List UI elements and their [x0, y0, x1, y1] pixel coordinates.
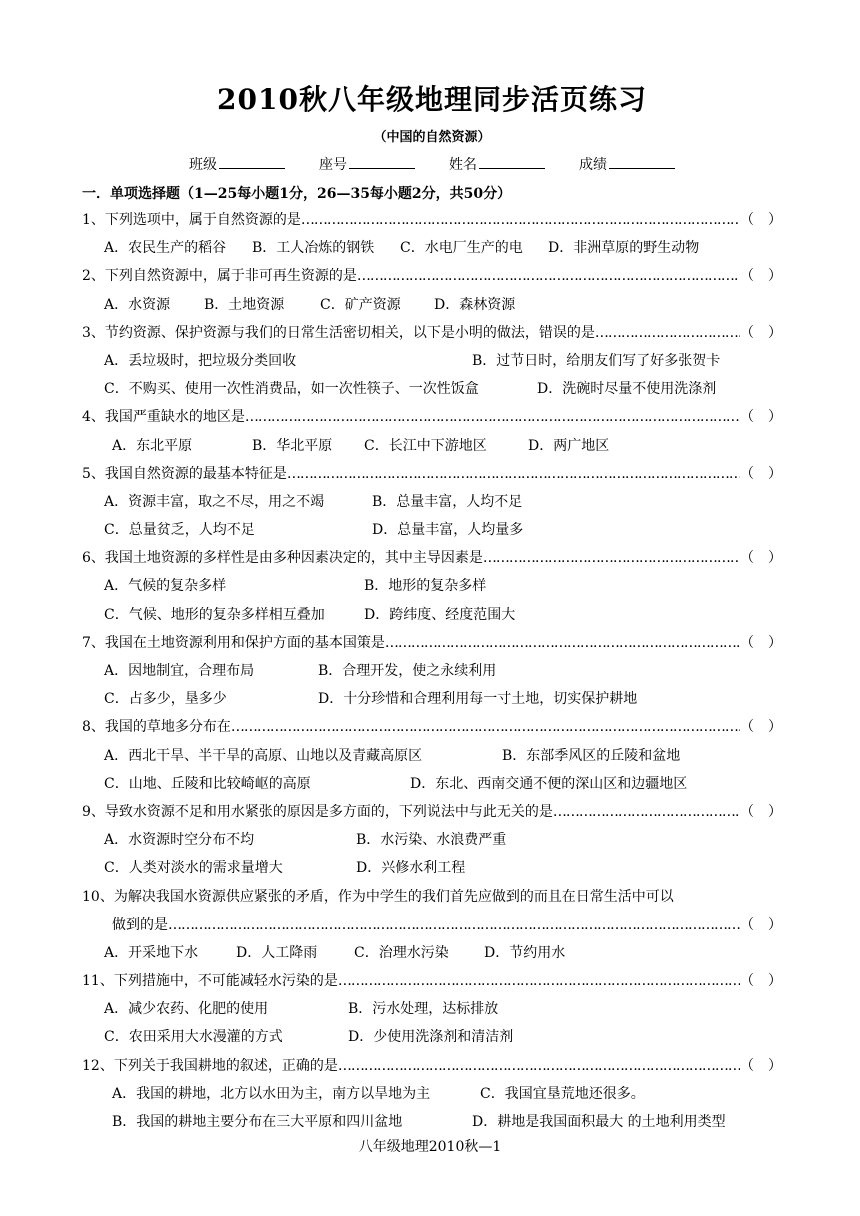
option-row	[82, 685, 782, 713]
option-D[interactable]: D．少使用洗涤剂和清洁剂	[348, 1029, 514, 1046]
option-B[interactable]: D．人工降雨	[236, 944, 318, 961]
paren-close: ）	[768, 1057, 782, 1074]
option-C[interactable]: B．我国的耕地主要分布在三大平原和四川盆地	[112, 1114, 403, 1130]
option-B[interactable]: B．总量丰富，人均不足	[372, 493, 523, 510]
option-row	[82, 1108, 782, 1136]
paren-open: （	[740, 268, 754, 285]
option-B[interactable]: B．华北平原	[252, 437, 333, 454]
answer-parentheses[interactable]	[740, 460, 782, 488]
question-10	[82, 883, 782, 911]
leader-dots	[483, 544, 740, 572]
answer-parentheses[interactable]	[740, 629, 782, 657]
paren-open: （	[740, 973, 754, 990]
paren-open: （	[740, 803, 754, 820]
option-C[interactable]: C．农田采用大水漫灌的方式	[104, 1029, 283, 1046]
option-row	[82, 347, 782, 375]
option-A[interactable]: A．水资源时空分布不均	[104, 832, 255, 849]
option-row	[82, 1023, 782, 1051]
option-A[interactable]: A．因地制宜，合理布局	[104, 663, 255, 679]
answer-parentheses[interactable]	[740, 544, 782, 572]
option-D[interactable]: D．两广地区	[528, 437, 610, 454]
question-stem-cont: 做到的是	[112, 916, 168, 933]
question-stem: 10、为解决我国水资源供应紧张的矛盾，作为中学生的我们首先应做到的而且在日常生活中可以	[82, 888, 674, 905]
section-heading: 一．单项选择题（1—25每小题1分，26—35每小题2分，共50分）	[82, 186, 512, 202]
option-B[interactable]: C．我国宜垦荒地还很多。	[480, 1085, 645, 1102]
leader-dots	[301, 206, 740, 234]
option-row	[82, 995, 782, 1023]
paren-open: （	[740, 916, 754, 933]
option-D[interactable]: D．节约用水	[484, 944, 566, 961]
answer-parentheses[interactable]	[740, 967, 782, 995]
leader-dots	[595, 319, 740, 347]
paren-open: （	[740, 212, 754, 228]
question-6	[82, 544, 782, 572]
option-D[interactable]: D．东北、西南交通不便的深山区和边疆地区	[410, 775, 688, 792]
option-row	[82, 742, 782, 770]
option-row	[82, 601, 782, 629]
option-C[interactable]: C．长江中下游地区	[364, 437, 487, 454]
paren-close: ）	[768, 803, 782, 820]
question-11	[82, 967, 782, 995]
option-D[interactable]: D．洗碗时尽量不使用洗涤剂	[537, 381, 717, 398]
leader-dots	[338, 1052, 740, 1080]
paren-open: （	[740, 719, 754, 736]
option-C[interactable]: C．占多少，垦多少	[104, 691, 227, 708]
option-row	[82, 939, 782, 967]
seat-blank[interactable]	[349, 154, 415, 169]
class-blank[interactable]	[219, 154, 285, 169]
question-stem: 6、我国土地资源的多样性是由多种因素决定的，其中主导因素是	[82, 550, 483, 567]
answer-parentheses[interactable]	[740, 319, 782, 347]
option-A[interactable]: A．我国的耕地，北方以水田为主，南方以旱地为主	[112, 1085, 431, 1102]
paren-open: （	[740, 634, 754, 651]
leader-dots	[231, 713, 740, 741]
leader-dots	[168, 911, 740, 939]
question-stem: 2、下列自然资源中，属于非可再生资源的是	[82, 268, 357, 285]
answer-parentheses[interactable]	[740, 713, 782, 741]
question-list	[82, 206, 782, 1136]
question-9	[82, 798, 782, 826]
paren-close: ）	[768, 634, 782, 651]
question-stem: 11、下列措施中，不可能减轻水污染的是	[82, 973, 338, 990]
question-stem: 7、我国在土地资源利用和保护方面的基本国策是	[82, 634, 385, 651]
paren-close: ）	[768, 465, 782, 482]
paren-open: （	[740, 550, 754, 567]
paren-close: ）	[768, 268, 782, 285]
question-stem: 8、我国的草地多分布在	[82, 719, 231, 736]
question-8	[82, 713, 782, 741]
question-continuation	[82, 911, 782, 939]
paren-close: ）	[768, 973, 782, 990]
leader-dots	[245, 403, 740, 431]
paren-open: （	[740, 324, 754, 341]
option-A[interactable]: A．减少农药、化肥的使用	[104, 1001, 269, 1018]
class-field: 班级	[189, 154, 285, 176]
option-D[interactable]: D．总量丰富，人均量多	[372, 522, 524, 539]
question-2	[82, 262, 782, 290]
paren-close: ）	[768, 409, 782, 426]
question-3	[82, 319, 782, 347]
name-field: 姓名	[449, 154, 545, 176]
option-row	[82, 572, 782, 600]
option-D[interactable]: D．兴修水利工程	[356, 860, 466, 877]
page-title: 2010秋八年级地理同步活页练习	[217, 83, 647, 116]
option-A[interactable]: A．农民生产的稻谷	[104, 240, 227, 257]
option-B[interactable]: B．地形的复杂多样	[364, 578, 487, 595]
option-C[interactable]: C．矿产资源	[320, 296, 401, 313]
option-row	[82, 432, 782, 460]
option-A[interactable]: A．资源丰富，取之不尽，用之不竭	[104, 493, 325, 510]
paren-open: （	[740, 465, 754, 482]
option-row	[82, 770, 782, 798]
option-B[interactable]: B．工人冶炼的钢铁	[252, 240, 375, 257]
paren-close: ）	[768, 916, 782, 933]
paren-close: ）	[768, 324, 782, 341]
option-C[interactable]: C．气候、地形的复杂多样相互叠加	[104, 606, 325, 623]
option-row	[82, 291, 782, 319]
option-D[interactable]: D．森林资源	[434, 296, 516, 313]
question-stem: 3、节约资源、保护资源与我们的日常生活密切相关，以下是小明的做法，错误的是	[82, 324, 595, 341]
question-5	[82, 460, 782, 488]
leader-dots	[385, 629, 740, 657]
option-D[interactable]: D．十分珍惜和合理利用每一寸土地，切实保护耕地	[318, 691, 638, 708]
option-row	[82, 234, 782, 262]
option-row	[82, 1080, 782, 1108]
option-B[interactable]: B．合理开发，使之永续利用	[318, 663, 497, 679]
answer-parentheses[interactable]	[740, 206, 782, 234]
option-C[interactable]: C．不购买、使用一次性消费品，如一次性筷子、一次性饭盒	[104, 381, 479, 398]
option-C[interactable]: C．治理水污染	[354, 944, 449, 961]
option-row	[82, 488, 782, 516]
seat-field: 座号	[319, 154, 415, 176]
student-info-row	[82, 154, 782, 176]
page-footer: 八年级地理2010秋—1	[358, 1139, 502, 1155]
option-A[interactable]: A．水资源	[104, 296, 171, 313]
leader-dots	[553, 798, 740, 826]
paren-close: ）	[768, 719, 782, 736]
leader-dots	[338, 967, 740, 995]
answer-parentheses[interactable]	[740, 798, 782, 826]
option-B[interactable]: B．东部季风区的丘陵和盆地	[502, 747, 681, 764]
option-C[interactable]: C．人类对淡水的需求量增大	[104, 860, 283, 877]
option-row	[82, 516, 782, 544]
option-D[interactable]: D．耕地是我国面积最大 的土地利用类型	[472, 1114, 726, 1130]
option-A[interactable]: A．西北干旱、半干旱的高原、山地以及青藏高原区	[104, 747, 423, 764]
option-A[interactable]: A．开采地下水	[104, 944, 199, 961]
option-B[interactable]: B．污水处理，达标排放	[348, 1001, 499, 1018]
answer-parentheses[interactable]	[740, 1052, 782, 1080]
question-stem: 9、导致水资源不足和用水紧张的原因是多方面的，下列说法中与此无关的是	[82, 803, 553, 820]
option-row	[82, 657, 782, 685]
option-C[interactable]: C．山地、丘陵和比较崎岖的高原	[104, 775, 311, 792]
question-stem: 4、我国严重缺水的地区是	[82, 409, 245, 426]
question-7	[82, 629, 782, 657]
option-C[interactable]: C．水电厂生产的电	[400, 240, 523, 257]
option-A[interactable]: A．气候的复杂多样	[104, 578, 227, 595]
leader-dots	[287, 460, 740, 488]
score-field: 成绩	[579, 154, 675, 176]
answer-parentheses[interactable]	[740, 403, 782, 431]
question-4	[82, 403, 782, 431]
option-C[interactable]: C．总量贫乏，人均不足	[104, 522, 255, 539]
paren-open: （	[740, 409, 754, 426]
option-row	[82, 854, 782, 882]
page-subtitle: （中国的自然资源）	[373, 130, 491, 145]
option-B[interactable]: B．过节日时，给朋友们写了好多张贺卡	[472, 352, 721, 369]
option-row	[82, 375, 782, 403]
option-B[interactable]: B．土地资源	[204, 296, 285, 313]
question-1	[82, 206, 782, 234]
option-D[interactable]: D．非洲草原的野生动物	[548, 240, 700, 257]
question-stem: 12、下列关于我国耕地的叙述，正确的是	[82, 1057, 338, 1074]
score-blank[interactable]	[609, 154, 675, 169]
option-A[interactable]: A．东北平原	[112, 437, 193, 454]
answer-parentheses[interactable]	[740, 911, 782, 939]
paren-close: ）	[768, 550, 782, 567]
question-stem: 1、下列选项中，属于自然资源的是	[82, 212, 301, 228]
question-12	[82, 1052, 782, 1080]
option-D[interactable]: D．跨纬度、经度范围大	[364, 606, 516, 623]
question-stem: 5、我国自然资源的最基本特征是	[82, 465, 287, 482]
paren-close: ）	[768, 212, 782, 228]
option-B[interactable]: B．水污染、水浪费严重	[356, 832, 507, 849]
answer-parentheses[interactable]	[740, 262, 782, 290]
paren-open: （	[740, 1057, 754, 1074]
name-blank[interactable]	[479, 154, 545, 169]
leader-dots	[357, 262, 740, 290]
option-A[interactable]: A．丢垃圾时，把垃圾分类回收	[104, 352, 297, 369]
option-row	[82, 826, 782, 854]
